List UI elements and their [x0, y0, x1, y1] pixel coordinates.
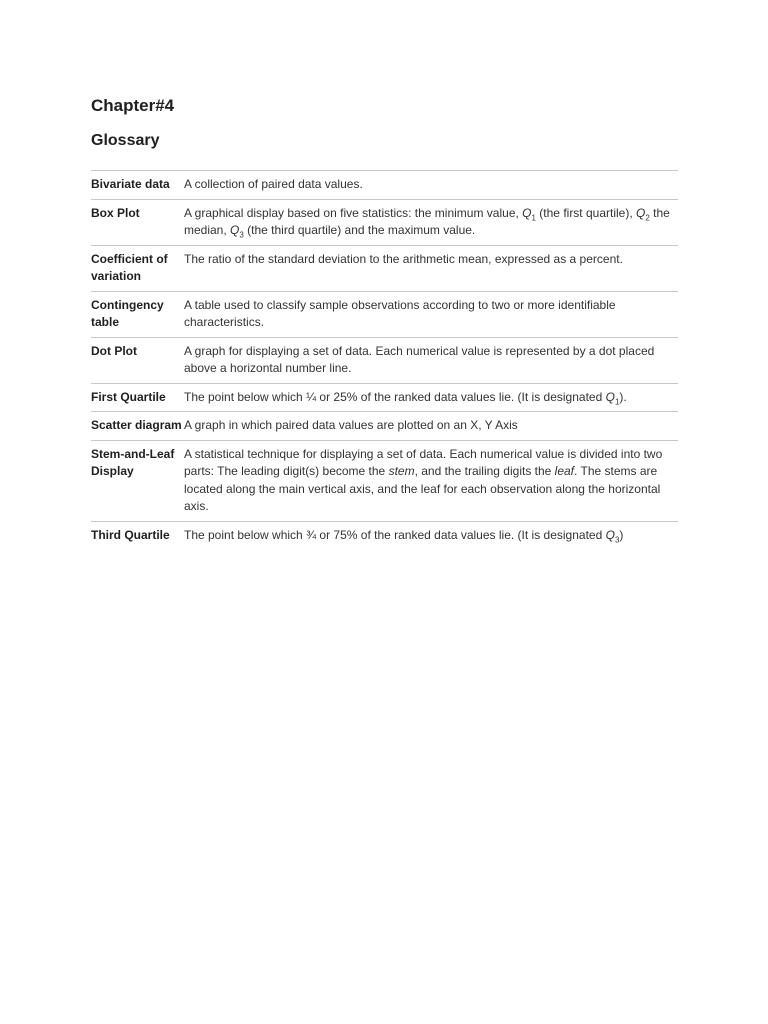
glossary-definition: A graph for displaying a set of data. Each numerical value is represented by a dot placed above a horizontal number line.	[184, 343, 655, 375]
table-row	[91, 412, 678, 441]
glossary-definition: The point below which ¾ or 75% of the ranked data values lie. (It is designated $Q_3$)	[184, 527, 624, 544]
glossary-term: Contingency table	[91, 297, 164, 329]
glossary-definition: A table used to classify sample observations according to two or more identifiable characteristics.	[184, 297, 616, 329]
glossary-term: First Quartile	[91, 389, 166, 404]
glossary-definition: The point below which ¼ or 25% of the ranked data values lie. (It is designated $Q_1$).	[184, 389, 627, 406]
glossary-table	[91, 170, 678, 549]
section-title: Glossary	[91, 132, 160, 149]
glossary-term: Box Plot	[91, 205, 140, 220]
table-row	[91, 245, 678, 291]
glossary-term: Third Quartile	[91, 527, 170, 542]
table-row	[91, 383, 678, 412]
glossary-term: Dot Plot	[91, 343, 137, 358]
table-row	[91, 337, 678, 383]
glossary-term: Coefficient of variation	[91, 251, 168, 283]
table-row	[91, 199, 678, 245]
glossary-term: Stem-and-Leaf Display	[91, 446, 175, 478]
table-row	[91, 291, 678, 337]
glossary-term: Bivariate data	[91, 177, 170, 191]
glossary-definition: The ratio of the standard deviation to the arithmetic mean, expressed as a percent.	[184, 251, 623, 266]
table-row	[91, 171, 678, 200]
document-page	[91, 92, 678, 549]
glossary-term: Scatter diagram	[91, 418, 182, 432]
table-row	[91, 521, 678, 549]
glossary-definition: A graphical display based on five statistics: the minimum value, $Q_1$ (the first quartile), $Q_2$ the median, $Q_3$ (the third quartile) and the maximum value.	[184, 205, 670, 240]
glossary-definition: A collection of paired data values.	[184, 177, 363, 191]
chapter-title: Chapter#4	[91, 96, 175, 115]
glossary-definition: A graph in which paired data values are plotted on an X, Y Axis	[184, 418, 518, 432]
table-row	[91, 440, 678, 521]
glossary-definition: A statistical technique for displaying a set of data. Each numerical value is divided into two parts: The leading digit(s) become the stem, and the trailing digits the leaf. The stems are located along the main vertical axis, and the leaf for each observation along the horizontal axis.	[184, 446, 663, 513]
